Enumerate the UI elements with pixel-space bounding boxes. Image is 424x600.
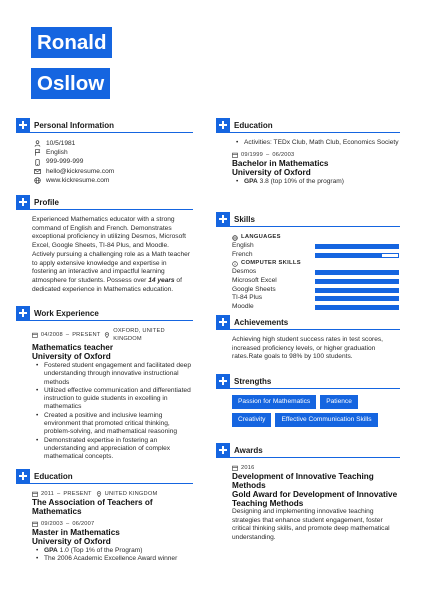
list-item: • The 2006 Academic Excellence Award winner — [44, 555, 193, 563]
section-header — [216, 119, 400, 133]
location-icon — [104, 332, 110, 338]
strength-tag: Creativity — [232, 413, 271, 427]
degree: Master in Mathematics — [32, 528, 120, 537]
edu-meta: 2011 – PRESENT UNITED KINGDOM — [16, 490, 193, 498]
plus-icon — [216, 443, 230, 457]
section-title: Awards — [234, 446, 263, 455]
skill-row — [216, 242, 400, 251]
skill-row — [216, 294, 400, 303]
phone-icon — [32, 159, 42, 166]
activities-list — [216, 139, 400, 147]
plus-icon — [16, 306, 30, 320]
education-left-section — [16, 470, 193, 564]
education-right-section — [216, 119, 400, 187]
skill-level-bar — [315, 253, 399, 258]
calendar-icon — [232, 152, 238, 158]
section-header — [16, 307, 193, 321]
section-header — [216, 316, 400, 330]
skill-row — [216, 303, 400, 312]
work-section — [16, 307, 193, 462]
plus-icon — [216, 118, 230, 132]
info-icon — [232, 261, 238, 267]
edu-meta: 09/1999 – 06/2003 — [216, 151, 400, 159]
skill-level-fill — [316, 245, 398, 248]
skills-section — [216, 213, 400, 312]
strength-tags — [216, 395, 400, 427]
section-header — [16, 119, 193, 133]
calendar-icon — [232, 465, 238, 471]
section-title: Personal Information — [34, 121, 115, 130]
plus-icon — [16, 469, 30, 483]
skill-name: Google Sheets — [232, 285, 276, 293]
skill-level-bar — [315, 244, 399, 249]
skill-level-bar — [315, 270, 399, 275]
computer-skills-label: COMPUTER SKILLS — [216, 259, 400, 268]
list-item: • GPA 3.8 (top 10% of the program) — [244, 178, 400, 186]
skill-name: Moodle — [232, 303, 254, 311]
skill-name: Desmos — [232, 268, 257, 276]
calendar-icon — [32, 491, 38, 497]
name-first: Ronald — [31, 27, 112, 58]
globe-icon — [32, 177, 42, 184]
section-header — [16, 196, 193, 210]
skill-name: TI-84 Plus — [232, 294, 263, 302]
award-meta: 2016 — [216, 464, 400, 472]
achievements-section — [216, 316, 400, 362]
personal-section — [16, 119, 193, 185]
award-text: Designing and implementing innovative teaching strategies that enhance student engagement, foster critical thinking skills, and promote deep mathematical understanding. — [232, 508, 390, 542]
section-title: Skills — [234, 215, 255, 224]
list-item: • Created a positive and inclusive learning environment that promoted critical thinking, problem-solving, and mathematical reasoning — [44, 412, 193, 437]
strength-tag: Effective Communication Skills — [275, 413, 377, 427]
edu-bullets — [16, 547, 193, 564]
plus-icon — [16, 195, 30, 209]
skill-level-fill — [316, 280, 398, 283]
degree: The Association of Teachers of Mathematics — [32, 498, 153, 516]
skill-row — [216, 268, 400, 277]
award-name: Development of Innovative Teaching Methods — [232, 472, 374, 490]
edu-bullets — [216, 178, 400, 186]
profile-text: Experienced Mathematics educator with a strong command of English and French. Demonstrates exceptional proficiency in utilizing Desmos, Microsoft Excel, Google Sheets, TI-84 Plus, and Moodle. Actively pursuing a challenging role as a Math teacher to apply extensive knowledge and expertise in fostering an interactive and impactful learning atmosphere for students. Possess over 14 years of dedicated experience in Mathematics education. — [32, 216, 190, 293]
info-website[interactable]: www.kickresume.com — [16, 176, 193, 185]
work-meta: 04/2008 – PRESENT OXFORD, UNITED KINGDOM — [16, 327, 193, 343]
mail-icon — [32, 168, 42, 175]
school: University of Oxford — [32, 537, 111, 546]
skill-level-bar — [315, 296, 399, 301]
skill-level-bar — [315, 305, 399, 310]
strength-tag: Patience — [320, 395, 358, 409]
skill-name: French — [232, 250, 253, 258]
section-title: Education — [234, 121, 273, 130]
skill-row — [216, 286, 400, 295]
skill-level-fill — [316, 306, 398, 309]
degree: Bachelor in Mathematics — [232, 159, 329, 169]
work-bullets — [16, 362, 193, 462]
skill-name: Microsoft Excel — [232, 277, 277, 285]
section-title: Profile — [34, 198, 59, 207]
section-header — [216, 375, 400, 389]
edu-meta: 09/2003 – 06/2007 — [16, 520, 193, 528]
location-icon — [96, 491, 102, 497]
skill-level-fill — [316, 297, 398, 300]
employer: University of Oxford — [32, 352, 111, 361]
strengths-section — [216, 375, 400, 427]
skill-level-fill — [316, 289, 398, 292]
awards-section — [216, 444, 400, 543]
calendar-icon — [32, 521, 38, 527]
skill-level-bar — [315, 288, 399, 293]
skill-level-fill — [316, 254, 382, 257]
languages-label: LANGUAGES — [216, 233, 400, 242]
plus-icon — [216, 374, 230, 388]
strength-tag: Passion for Mathematics — [232, 395, 316, 409]
achievements-text: Achieving high student success rates in test scores, increased proficiency levels, or higher graduation rates.Rate goals to 98% by 100 students. — [232, 336, 383, 361]
plus-icon — [216, 315, 230, 329]
skill-row — [216, 251, 400, 260]
section-header — [216, 213, 400, 227]
list-item: • Utilized effective communication and differentiated instruction to guide students in excelling in mathematics — [44, 387, 193, 412]
list-item: • Demonstrated expertise in fostering an understanding and appreciation of complex mathematical concepts. — [44, 437, 193, 462]
info-birthdate: 10/5/1981 — [16, 139, 193, 148]
job-title: Mathematics teacher — [32, 343, 113, 352]
list-item: • Activities: TEDx Club, Math Club, Economics Society — [244, 139, 400, 147]
section-header — [216, 444, 400, 458]
name-last: Osllow — [31, 68, 110, 99]
skill-name: English — [232, 242, 254, 249]
section-title: Education — [34, 472, 73, 481]
globe-icon — [232, 235, 238, 241]
school: University of Oxford — [232, 168, 311, 178]
info-email[interactable]: hello@kickresume.com — [16, 167, 193, 176]
calendar-icon — [32, 332, 38, 338]
plus-icon — [16, 118, 30, 132]
section-title: Achievements — [234, 318, 289, 327]
info-phone: 999-999-999 — [16, 157, 193, 166]
skill-level-fill — [316, 271, 398, 274]
list-item: • GPA 1.0 (Top 1% of the Program) — [44, 547, 193, 555]
flag-icon — [32, 149, 42, 156]
person-icon — [32, 140, 42, 147]
section-title: Strengths — [234, 377, 272, 386]
skill-row — [216, 277, 400, 286]
plus-icon — [216, 212, 230, 226]
award-subtitle: Gold Award for Development of Innovative Teaching Methods — [232, 490, 398, 508]
info-language: English — [16, 148, 193, 157]
section-header — [16, 470, 193, 484]
section-title: Work Experience — [34, 309, 99, 318]
list-item: • Fostered student engagement and facilitated deep understanding through innovative instructional methods — [44, 362, 193, 387]
profile-section — [16, 196, 193, 294]
skill-level-bar — [315, 279, 399, 284]
